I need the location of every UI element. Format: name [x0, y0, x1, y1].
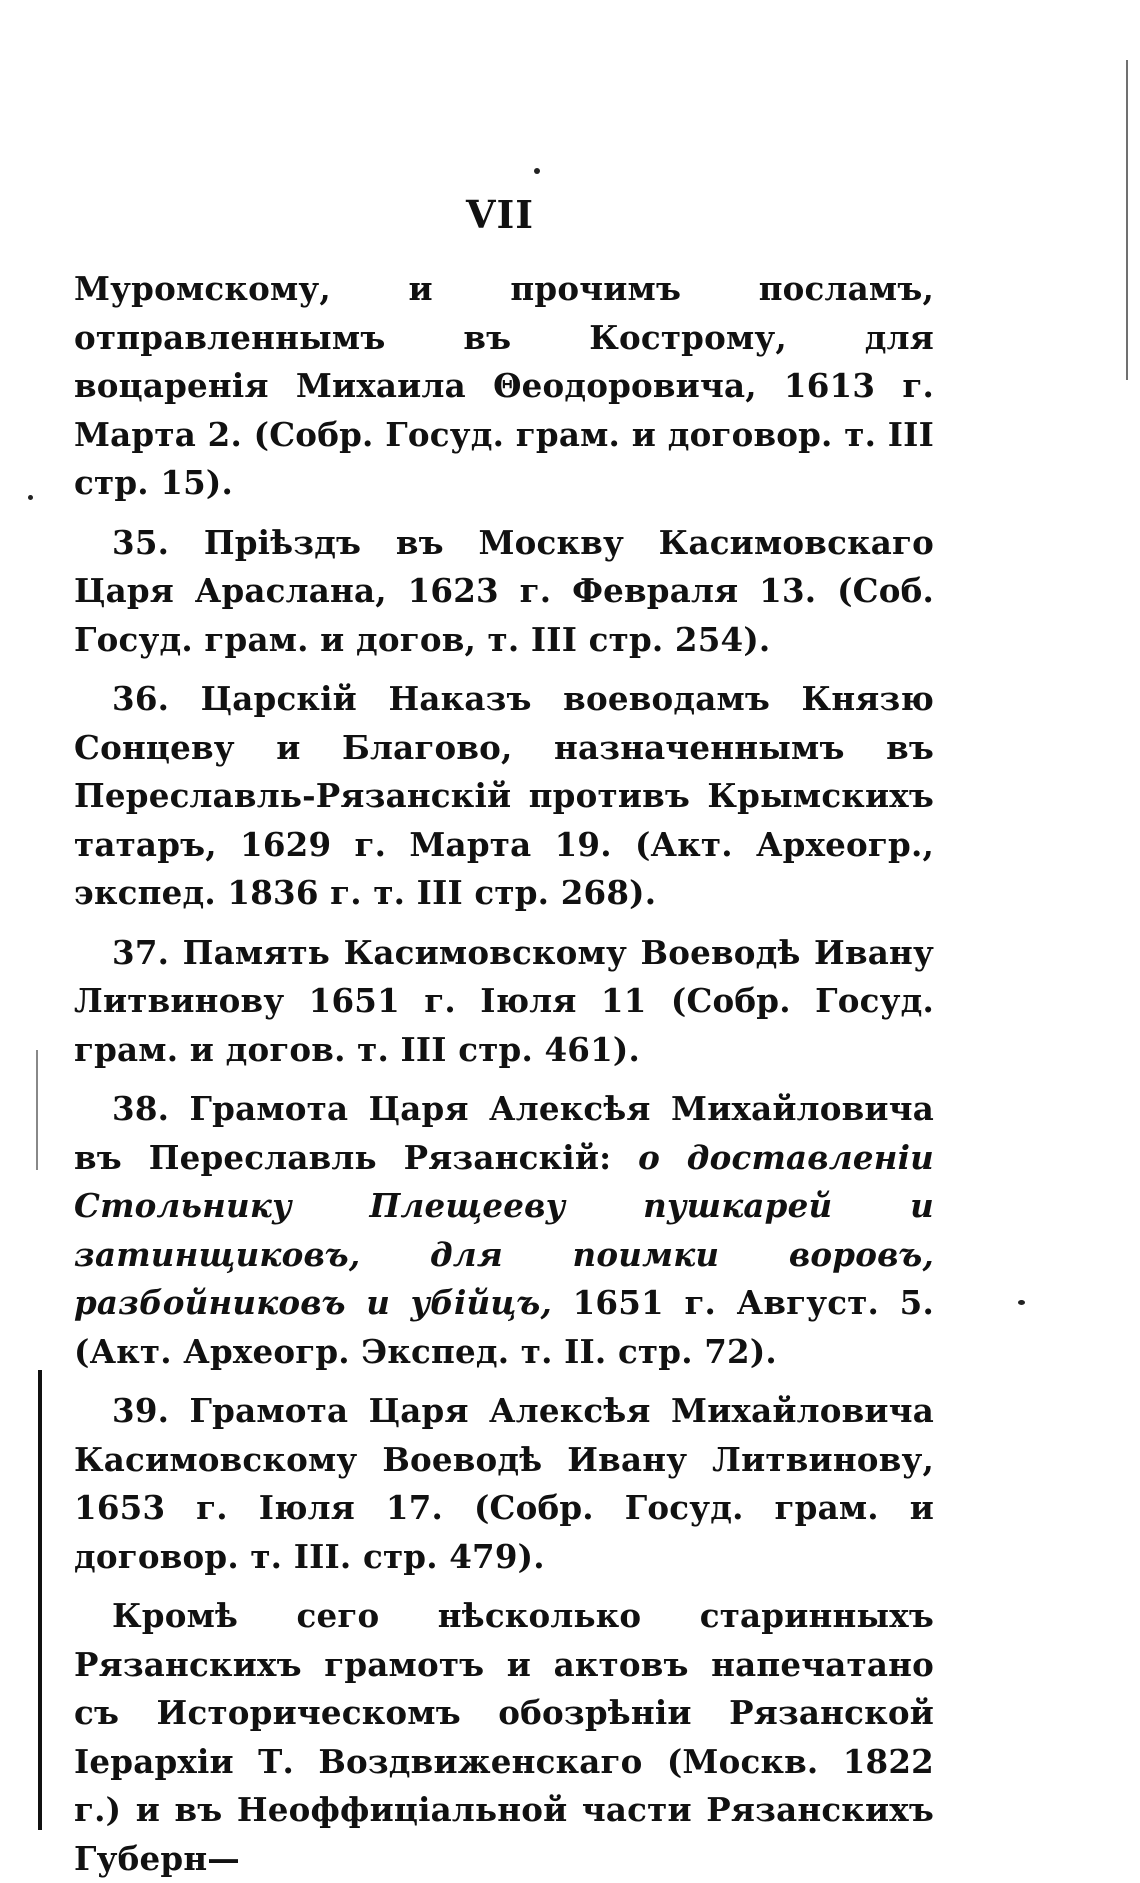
scan-speck: [28, 495, 33, 500]
list-item-38-citation: 1651 г. Август. 5. (Акт. Археогр. Экспед. т. II. стр. 72).: [74, 1283, 934, 1371]
list-item-36: 36. Царскій Наказъ воеводамъ Князю Сонцеву и Благово, назначеннымъ въ Переславль-Рязанскій противъ Крымскихъ татаръ, 1629 г. Марта 19. (Акт. Археогр., экспед. 1836 г. т. III стр. 268).: [74, 679, 934, 912]
list-item-38-lead: 38. Грамота Царя Алексѣя Михайловича въ Переславль Рязанскій:: [74, 1089, 934, 1177]
scan-edge-left-short: [36, 1050, 38, 1170]
text-column: [74, 265, 934, 1883]
paragraph-closing: Кромѣ сего нѣсколько старинныхъ Рязанскихъ грамотъ и актовъ напечатано съ Историческомъ обозрѣніи Рязанской Іерархіи Т. Воздвиженскаго (Москв. 1822 г.) и въ Неоффиціальной части Рязанскихъ Губерн—: [74, 1596, 934, 1878]
scan-speck: [534, 168, 540, 174]
scan-edge-left: [38, 1370, 42, 1830]
list-item-38: [74, 1085, 934, 1376]
list-item-39: 39. Грамота Царя Алексѣя Михайловича Касимовскому Воеводѣ Ивану Литвинову, 1653 г. Іюля 17. (Собр. Госуд. грам. и договор. т. III. стр. 479).: [74, 1391, 934, 1576]
scan-edge-right: [1126, 60, 1128, 380]
list-item-38-italic-subject: о доставленіи Стольнику Плещееву пушкарей и затинщиковъ, для поимки воровъ, разбойниковъ и убійцъ,: [74, 1137, 934, 1322]
scan-speck: [1018, 1300, 1025, 1305]
list-item-37: 37. Память Касимовскому Воеводѣ Ивану Литвинову 1651 г. Іюля 11 (Собр. Госуд. грам. и догов. т. III стр. 461).: [74, 932, 934, 1069]
paragraph-continuation: Муромскому, и прочимъ посламъ, отправленнымъ въ Кострому, для воцаренія Михаила Θеодоровича, 1613 г. Марта 2. (Собр. Госуд. грам. и договор. т. III стр. 15).: [74, 269, 934, 502]
list-item-35: 35. Пріѣздъ въ Москву Касимовскаго Царя Араслана, 1623 г. Февраля 13. (Соб. Госуд. грам. и догов, т. III стр. 254).: [74, 522, 934, 659]
page-number: VII: [465, 192, 535, 237]
